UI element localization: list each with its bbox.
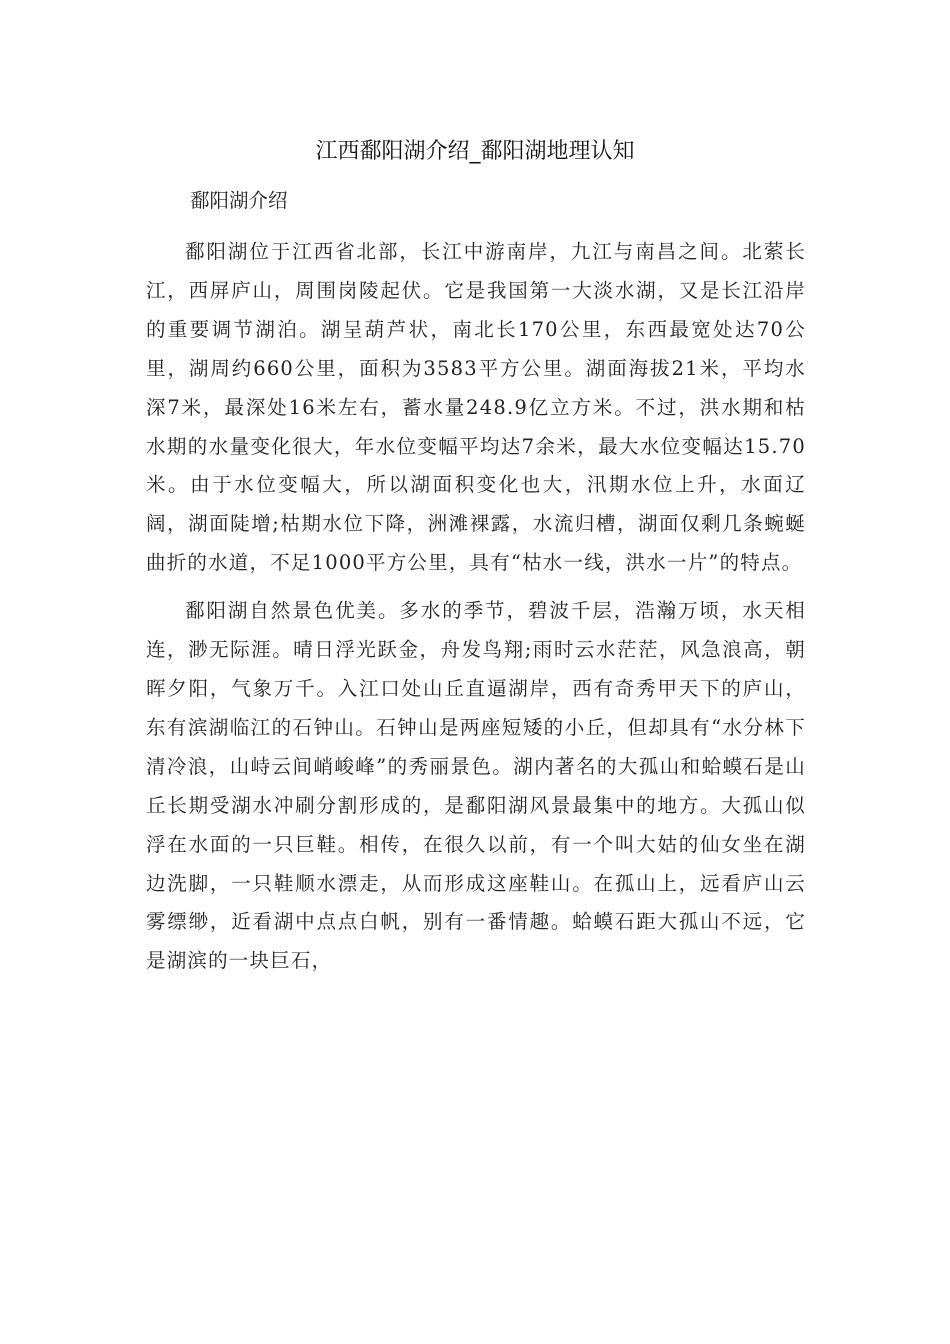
paragraph: 鄱阳湖位于江西省北部，长江中游南岸，九江与南昌之间。北萦长江，西屏庐山，周围岗陵起伏。它是我国第一大淡水湖，又是长江沿岸的重要调节湖泊。湖呈葫芦状，南北长170公里，东西最宽处达70公里，湖周约660公里，面积为3583平方公里。湖面海拔21米，平均水深7米，最深处16米左右，蓄水量248.9亿立方米。不过，洪水期和枯水期的水量变化很大，年水位变幅平均达7余米，最大水位变幅达15.70米。由于水位变幅大，所以湖面积变化也大，汛期水位上升，水面辽阔，湖面陡增;枯期水位下降，洲滩裸露，水流归槽，湖面仅剩几条蜿蜒曲折的水道，不足1000平方公里，具有“枯水一线，洪水一片”的特点。 — [146, 240, 806, 575]
document-body — [146, 233, 806, 981]
section-heading: 鄱阳湖介绍 — [190, 189, 288, 212]
document-title: 江西鄱阳湖介绍_鄱阳湖地理认知 — [315, 139, 635, 164]
paragraph: 鄱阳湖自然景色优美。多水的季节，碧波千层，浩瀚万顷，水天相连，渺无际涯。晴日浮光跃金，舟发鸟翔;雨时云水茫茫，风急浪高，朝晖夕阳，气象万千。入江口处山丘直逼湖岸，西有奇秀甲天下的庐山，东有滨湖临江的石钟山。石钟山是两座短矮的小丘，但却具有“水分林下清冷浪，山峙云间峭峻峰”的秀丽景色。湖内著名的大孤山和蛤蟆石是山丘长期受湖水冲刷分割形成的，是鄱阳湖风景最集中的地方。大孤山似浮在水面的一只巨鞋。相传，在很久以前，有一个叫大姑的仙女坐在湖边洗脚，一只鞋顺水漂走，从而形成这座鞋山。在孤山上，远看庐山云雾缥缈，近看湖中点点白帆，别有一番情趣。蛤蟆石距大孤山不远，它是湖滨的一块巨石， — [146, 599, 806, 973]
